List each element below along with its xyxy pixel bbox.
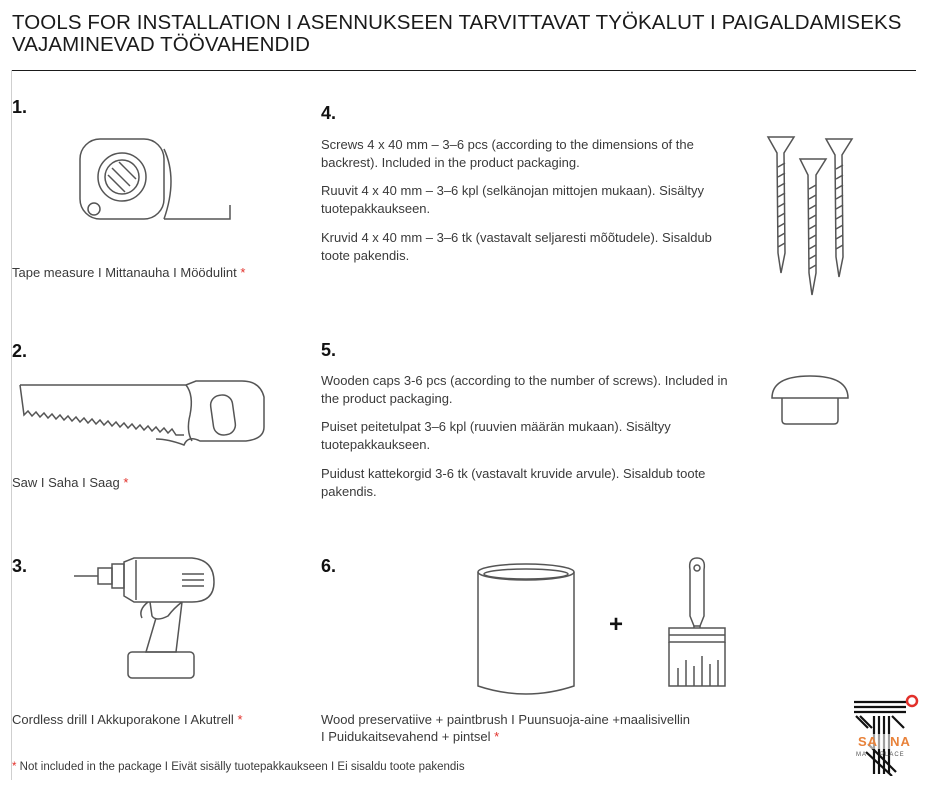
item-2-number: 2.: [12, 341, 28, 361]
item-6-number: 6.: [321, 556, 337, 576]
title-divider: [12, 70, 916, 71]
wooden-cap-icon: [770, 374, 852, 426]
left-margin-line: [11, 70, 12, 780]
item-4-text-et: Kruvid 4 x 40 mm – 3–6 tk (vastavalt seljaresti mõõtudele). Sisaldub toote pakendis.: [321, 230, 712, 263]
logo-word-na: NA: [890, 734, 911, 749]
item-5-text-en: Wooden caps 3-6 pcs (according to the number of screws). Included in the product packaging.: [321, 373, 728, 406]
item-4-text-fi: Ruuvit 4 x 40 mm – 3–6 kpl (selkänojan mittojen mukaan). Sisältyy tuotepakkaukseen.: [321, 183, 704, 216]
sauna-marketplace-logo-icon: [852, 694, 922, 776]
item-4-number: 4.: [321, 103, 337, 123]
item-4-text-en: Screws 4 x 40 mm – 3–6 pcs (according to the dimensions of the backrest). Included in the product packaging.: [321, 137, 694, 170]
screws-icon: [764, 133, 856, 298]
item-2-caption: Saw I Saha I Saag *: [12, 475, 129, 490]
saw-icon: [18, 375, 268, 447]
footnote: * Not included in the package I Eivät sisälly tuotepakkaukseen I Ei sisaldu toote pakendis: [12, 761, 465, 773]
cordless-drill-icon: [72, 556, 220, 684]
page-title: TOOLS FOR INSTALLATION I ASENNUKSEEN TARVITTAVAT TYÖKALUT I PAIGALDAMISEKS VAJAMINEVAD TÖÖVAHENDID: [12, 11, 902, 56]
plus-sign: +: [609, 611, 624, 638]
item-1-number: 1.: [12, 97, 28, 117]
item-5-number: 5.: [321, 340, 337, 360]
item-5-text-fi: Puiset peitetulpat 3–6 kpl (ruuvien määrän mukaan). Sisältyy tuotepakkaukseen.: [321, 419, 671, 452]
item-3-number: 3.: [12, 556, 28, 576]
item-6-caption-line2: I Puidukaitsevahend + pintsel *: [321, 729, 500, 744]
logo-word-sa: SA: [858, 734, 879, 749]
item-6-caption-line1: Wood preservatiive + paintbrush I Puunsuoja-aine +maalisivellin: [321, 712, 691, 727]
item-5-text-et: Puidust kattekorgid 3-6 tk (vastavalt kruvide arvule). Sisaldub toote pakendis.: [321, 466, 706, 499]
tape-measure-icon: [74, 135, 236, 227]
item-1-caption: Tape measure I Mittanauha I Möödulint *: [12, 265, 246, 280]
logo-subtitle: MA PLACE: [856, 752, 905, 758]
item-3-caption: Cordless drill I Akkuporakone I Akutrell *: [12, 712, 243, 727]
paintbrush-icon: [666, 556, 728, 692]
paint-can-icon: [474, 560, 578, 700]
